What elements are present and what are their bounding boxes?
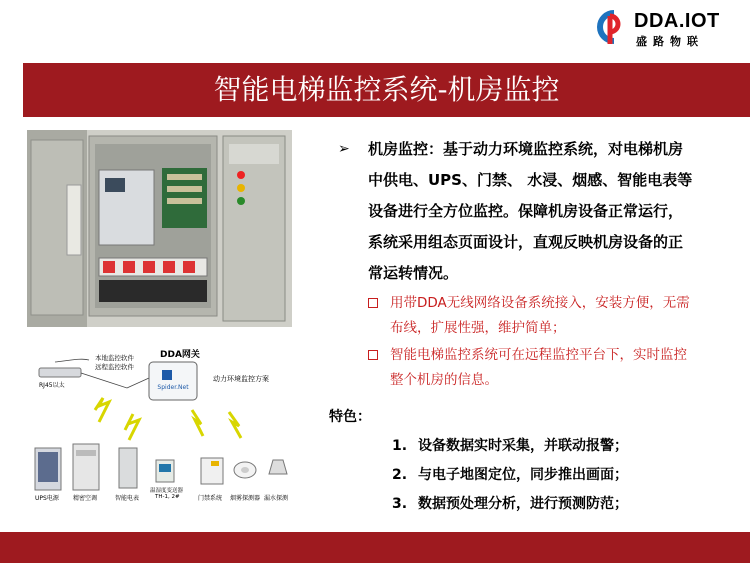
footer-bar <box>0 532 750 563</box>
feature-item <box>392 461 732 490</box>
device-label-th-sub: TH-1, 2# <box>155 494 180 500</box>
features-heading: 特色： <box>329 409 371 425</box>
device-label-smoke: 烟雾探测器 <box>230 495 261 502</box>
main-label: 机房监控： <box>368 140 444 158</box>
sub-2-line-2: 整个机房的信息。 <box>390 372 498 388</box>
sub-2-line-1: 智能电梯监控系统可在远程监控平台下，实时监控 <box>390 347 687 363</box>
scheme-label: 动力环境监控方案 <box>213 375 269 383</box>
page-title: 智能电梯监控系统-机房监控 <box>213 73 560 106</box>
gateway-brand: Spider.Net <box>157 384 189 391</box>
software-label-local: 本地监控软件 <box>95 354 134 362</box>
monitoring-diagram <box>27 340 292 520</box>
company-logo <box>592 8 742 48</box>
sub-1-line-2: 布线，扩展性强，维护简单； <box>390 320 566 336</box>
feature-number: 1. <box>392 438 408 454</box>
feature-item <box>392 432 732 461</box>
title-bar <box>23 63 750 117</box>
feature-number: 3. <box>392 496 408 512</box>
feature-text: 与电子地图定位，同步推出画面； <box>418 467 628 483</box>
main-line-2: 中供电、UPS、门禁、 水浸、烟感、智能电表等 <box>368 171 693 189</box>
main-line-1: 基于动力环境监控系统，对电梯机房 <box>443 140 684 158</box>
main-line-4: 系统采用组态页面设计，直观反映机房设备的正 <box>368 233 684 251</box>
feature-number: 2. <box>392 467 408 483</box>
feature-text: 设备数据实时采集，并联动报警； <box>418 438 628 454</box>
device-label-meter: 智能电表 <box>115 495 140 502</box>
sub-bullet-1 <box>338 291 728 341</box>
device-label-th: 温湿度变送器 <box>150 488 184 494</box>
device-label-ac: 精密空调 <box>73 495 98 502</box>
cp-logo-icon <box>592 8 632 46</box>
main-line-5: 常运转情况。 <box>368 264 459 282</box>
content-text <box>338 134 728 393</box>
rj45-label: RJ45以太 <box>39 382 65 389</box>
square-bullet-icon <box>368 350 378 360</box>
control-cabinet-photo <box>27 130 292 327</box>
device-label-ups: UPS电源 <box>35 495 59 502</box>
logo-text-en: DDA.IOT <box>634 10 720 32</box>
logo-text-cn: 盛路物联 <box>636 35 704 48</box>
cabinet-illustration <box>27 130 292 327</box>
gateway-label: DDA网关 <box>160 350 200 360</box>
software-label-remote: 远程监控软件 <box>95 363 134 371</box>
feature-text: 数据预处理分析，进行预测防范； <box>418 496 628 512</box>
features-list <box>392 432 732 519</box>
sub-1-line-1: 用带DDA无线网络设备系统接入，安装方便，无需 <box>390 295 690 311</box>
square-bullet-icon <box>368 298 378 308</box>
sub-bullet-2 <box>338 343 728 393</box>
feature-item <box>392 490 732 519</box>
main-line-3: 设备进行全方位监控。保障机房设备正常运行， <box>368 202 684 220</box>
arrow-bullet-icon: ➢ <box>338 141 350 157</box>
main-bullet <box>338 134 728 289</box>
device-label-door: 门禁系统 <box>198 495 223 502</box>
device-label-water: 漏水探测 <box>264 495 289 502</box>
